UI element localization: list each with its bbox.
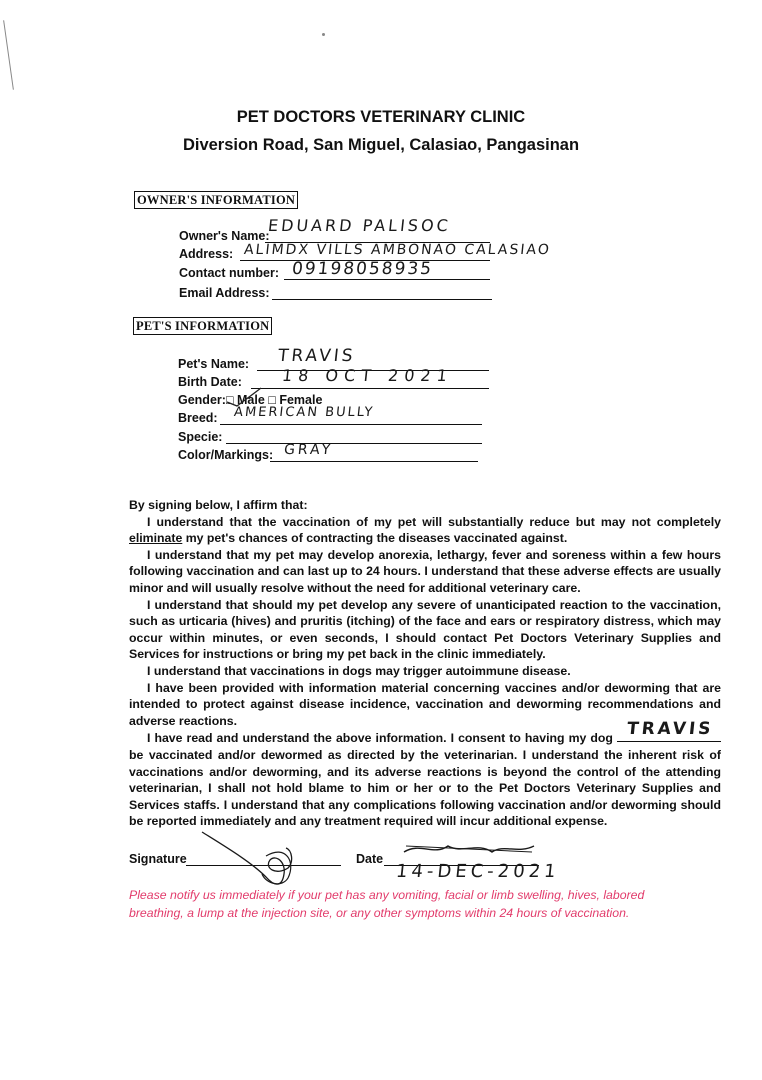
pet-name-value: TRAVIS bbox=[276, 346, 357, 366]
date-scribble bbox=[400, 840, 540, 860]
dog-name-value: TRAVIS bbox=[625, 719, 715, 740]
color-label: Color/Markings: bbox=[178, 448, 274, 462]
birth-date-label: Birth Date: bbox=[178, 375, 242, 389]
consent-p6-a: I have read and understand the above information. I consent to having my dog bbox=[147, 731, 613, 746]
consent-p6-b: be vaccinated and/or dewormed as directed by the veterinarian. I understand the inherent risk of vaccinations and/or deworming, and its adverse reactions is beyond the control of the attending veterinarian, I shall not hold blame to him or her or to the Pet Doctors Veterinary Supplies and Services staffs. I understand that any complications following vaccination and/or deworming should be reported immediately and any treatment required will incur additional expense. bbox=[129, 747, 721, 829]
owner-name-label: Owner's Name: bbox=[179, 229, 270, 243]
specie-label: Specie: bbox=[178, 430, 223, 444]
address-label: Address: bbox=[179, 247, 234, 261]
contact-value: 09198058935 bbox=[290, 259, 435, 279]
breed-label: Breed: bbox=[178, 411, 218, 425]
consent-p5: I have been provided with information material concerning vaccines and/or deworming that are intended to protect against disease incidence, vaccination and deworming recommendations and adverse reactions. bbox=[129, 680, 721, 728]
notice-text: Please notify us immediately if your pet has any vomiting, facial or limb swelling, hives, labored breathing, a lump at the injection site, or any other symptoms within 24 hours of vaccination. bbox=[129, 888, 645, 920]
signature-label: Signature bbox=[129, 852, 187, 866]
scan-dot bbox=[322, 33, 325, 36]
pet-section-title: PET'S INFORMATION bbox=[133, 317, 272, 335]
consent-p1-b: my pet's chances of contracting the diseases vaccinated against. bbox=[182, 531, 568, 546]
consent-intro: By signing below, I affirm that: bbox=[129, 498, 308, 512]
female-checkbox[interactable]: □ bbox=[268, 393, 276, 407]
consent-p3: I understand that should my pet develop any severe of unanticipated reaction to the vaccination, such as urticaria (hives) and pruritis (itching) of the face and ears or respiratory distress, which may occur within minutes, or even seconds, I should contact Pet Doctors Veterinary Supplies and Services for instructions or bring my pet back in the clinic immediately. bbox=[129, 597, 721, 662]
male-label: Male bbox=[236, 393, 265, 407]
email-label: Email Address: bbox=[179, 286, 270, 300]
date-value: 14-DEC-2021 bbox=[394, 861, 561, 882]
pet-name-label: Pet's Name: bbox=[178, 357, 250, 371]
scan-edge-line bbox=[3, 20, 14, 89]
contact-label: Contact number: bbox=[179, 266, 279, 280]
date-label: Date bbox=[356, 852, 384, 866]
consent-p1 bbox=[129, 514, 721, 547]
male-checkbox[interactable]: □ bbox=[225, 393, 234, 407]
consent-text bbox=[129, 497, 721, 830]
dog-name-blank bbox=[617, 719, 721, 742]
owner-section-title: OWNER'S INFORMATION bbox=[134, 191, 298, 209]
consent-p6 bbox=[129, 719, 721, 830]
consent-p2: I understand that my pet may develop anorexia, lethargy, fever and soreness within a few hours following vaccination and can last up to 24 hours. I understand that these adverse effects are usually minor and will usually resolve without the need for additional veterinary care. bbox=[129, 547, 721, 595]
consent-p1-underlined: eliminate bbox=[129, 531, 183, 546]
breed-value: AMERICAN BULLY bbox=[233, 405, 375, 420]
signature-image bbox=[196, 822, 316, 892]
consent-p1-a: I understand that the vaccination of my pet will substantially reduce but may not completely bbox=[147, 514, 721, 529]
owner-name-value: EDUARD PALISOC bbox=[267, 216, 452, 235]
consent-p4: I understand that vaccinations in dogs may trigger autoimmune disease. bbox=[147, 663, 571, 678]
clinic-name: PET DOCTORS VETERINARY CLINIC bbox=[236, 108, 526, 126]
female-label: Female bbox=[279, 393, 323, 407]
specie-line bbox=[226, 429, 482, 444]
clinic-address: Diversion Road, San Miguel, Calasiao, Pangasinan bbox=[182, 136, 580, 154]
gender-label: Gender: bbox=[178, 393, 226, 407]
address-value: ALIMDX VILLS AMBONAO CALASIAO bbox=[243, 242, 552, 258]
birth-date-value: 18 OCT 2021 bbox=[281, 366, 454, 385]
color-value: GRAY bbox=[283, 442, 334, 458]
email-line bbox=[272, 285, 492, 300]
